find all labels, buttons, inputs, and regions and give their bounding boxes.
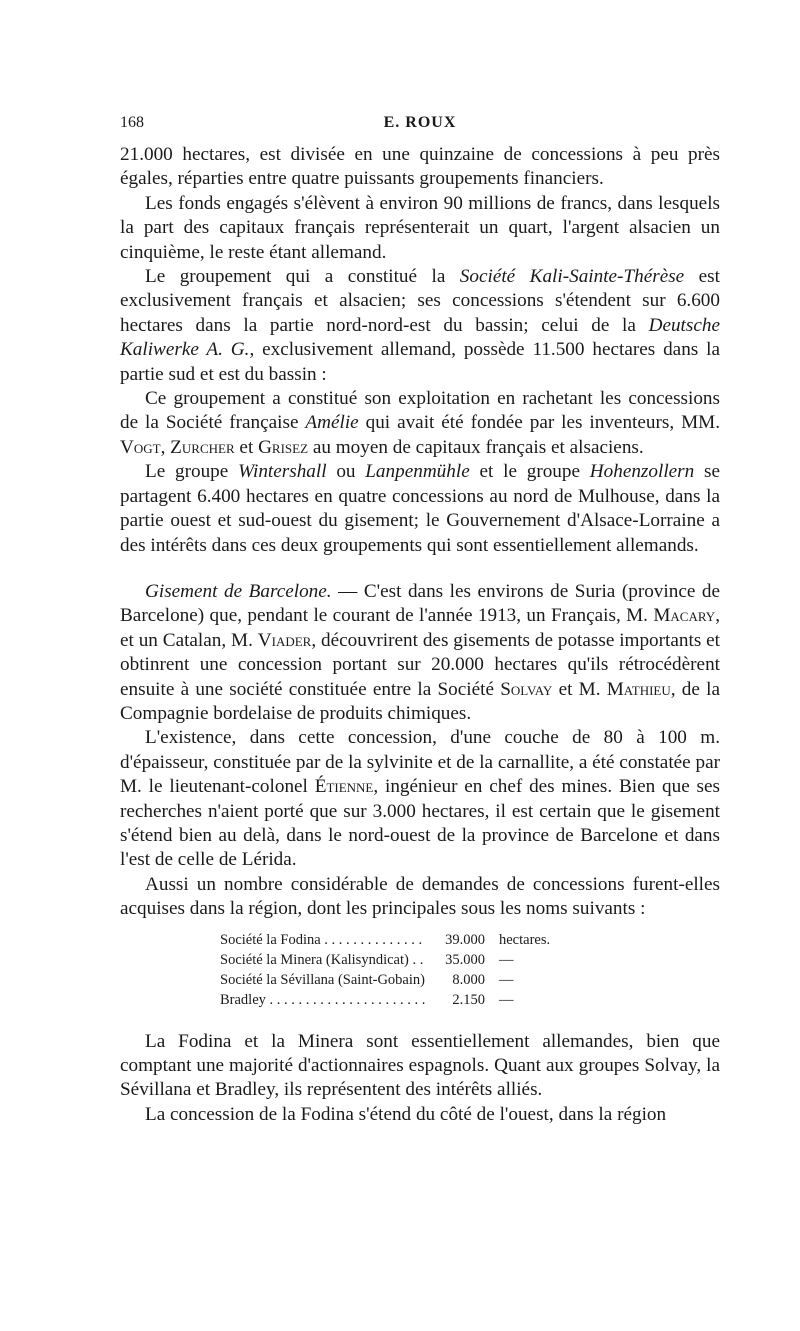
text-span: Ce groupement a constitué son exploitation en rachetant les concessions de la Société française	[120, 388, 720, 434]
person-name: Viader	[257, 629, 312, 651]
concession-name: Société la Fodina . . .	[220, 930, 425, 950]
page-number: 168	[120, 114, 144, 131]
concession-unit: —	[499, 991, 514, 1008]
company-name: Amélie	[305, 412, 359, 434]
section-title: Gisement de Barcelone.	[145, 580, 332, 602]
text-span: L'existence, dans cette concession, d'une couche de 80 à 100 m. d'épaisseur, constituée par de la sylvinite et de la carnallite, a été constatée par M. le lieutenant-colonel	[120, 727, 720, 798]
concession-area: 2.150	[452, 991, 485, 1008]
text-span: et	[234, 436, 259, 458]
paragraph-9: La Fodina et la Minera sont essentiellement allemandes, bien que comptant une majorité d'actionnaires espagnols. Quant aux groupes Solvay, la Sévillana et Bradley, ils représentent des intérêts alliés.	[120, 1030, 720, 1101]
company-name: Hohenzollern	[589, 461, 695, 483]
text-span: Le groupement qui a constitué la	[145, 266, 460, 288]
page-header	[120, 114, 720, 138]
paragraph-3	[120, 265, 720, 387]
concession-area: 35.000	[445, 951, 485, 968]
table-row	[220, 930, 600, 950]
person-name: Mathieu	[606, 678, 671, 700]
concession-unit: hectares.	[499, 931, 551, 948]
text-span: au moyen de capitaux français et alsaciens.	[308, 436, 644, 458]
text-span: et le groupe	[469, 461, 590, 483]
text-span: se partagent 6.400 hectares en quatre concessions au nord de Mulhouse, dans la partie ouest et sud-ouest du gisement; le Gouvernement d'Alsace-Lorraine a des intérêts dans ces deux groupements qui sont essentiellement allemands.	[120, 461, 720, 556]
table-row	[220, 990, 600, 1010]
paragraph-5	[120, 460, 720, 558]
section-gap	[120, 1018, 720, 1030]
paragraph-2: Les fonds engagés s'élèvent à environ 90 millions de francs, dans lesquels la part des capitaux français représenterait un quart, l'argent alsacien un cinquième, le reste étant allemand.	[120, 192, 720, 263]
person-name: Zurcher	[170, 436, 235, 458]
person-name: Grisez	[258, 436, 309, 458]
concession-unit: —	[499, 951, 514, 968]
text-span: et M.	[552, 678, 607, 700]
paragraph-7	[120, 726, 720, 872]
paragraph-6	[120, 580, 720, 726]
concession-name: Société la Sévillana (Saint-Gobain) . . .	[220, 970, 425, 990]
table-row	[220, 970, 600, 990]
section-gap	[120, 558, 720, 580]
concessions-table	[220, 930, 600, 1010]
text-span: qui avait été fondée par les inventeurs, MM.	[358, 412, 720, 434]
company-name: Lanpenmühle	[365, 461, 470, 483]
running-head: E. ROUX	[383, 114, 457, 131]
text-span: ou	[326, 461, 366, 483]
paragraph-4	[120, 387, 720, 460]
text-span: ,	[160, 436, 171, 458]
company-name: Solvay	[500, 678, 553, 700]
text-span: , ingénieur en chef des mines. Bien que ses recherches n'aient porté que sur 3.000 hectares, il est certain que le gisement s'étend bien au delà, dans le nord-ouest de la province de Barcelone et dans l'est de celle de Lérida.	[120, 776, 720, 871]
table-row	[220, 950, 600, 970]
text-span: , de la Compagnie bordelaise de produits chimiques.	[120, 678, 720, 724]
person-name: Macary	[653, 605, 716, 627]
company-name: Deutsche Kaliwerke A. G.	[120, 314, 720, 361]
text-span: Le groupe	[145, 461, 239, 483]
person-name: Étienne	[314, 776, 374, 798]
paragraph-1: 21.000 hectares, est divisée en une quinzaine de concessions à peu près égales, réparties entre quatre puissants groupements financiers.	[120, 144, 720, 190]
concession-name: Bradley . . .	[220, 990, 425, 1010]
concession-unit: —	[499, 971, 514, 988]
concession-area: 39.000	[445, 931, 485, 948]
body-text	[120, 143, 720, 1127]
text-span: , et un Catalan, M.	[120, 605, 720, 651]
concession-area: 8.000	[452, 971, 485, 988]
person-name: Vogt	[120, 436, 161, 458]
concession-name: Société la Minera (Kalisyndicat) . . .	[220, 950, 425, 970]
text-span: , découvrirent des gisements de potasse importants et obtinrent une concession portant sur 20.000 hectares qu'ils rétrocédèrent ensuite à une société constituée entre la Société	[120, 629, 720, 700]
text-span: — C'est dans les environs de Suria (province de Barcelone) que, pendant le courant de l'année 1913, un Français, M.	[120, 580, 720, 627]
text-span: , exclusivement allemand, possède 11.500 hectares dans la partie sud et est du bassin :	[120, 339, 720, 385]
company-name: Société Kali-Sainte-Thérèse	[459, 266, 685, 288]
company-name: Wintershall	[238, 461, 327, 483]
text-span: est exclusivement français et alsacien; ses concessions s'étendent sur 6.600 hectares dans la partie nord-nord-est du bassin; celui de la	[120, 266, 720, 336]
paragraph-10: La concession de la Fodina s'étend du côté de l'ouest, dans la région	[145, 1103, 667, 1125]
paragraph-8: Aussi un nombre considérable de demandes de concessions furent-elles acquises dans la région, dont les principales sous les noms suivants :	[120, 873, 720, 920]
